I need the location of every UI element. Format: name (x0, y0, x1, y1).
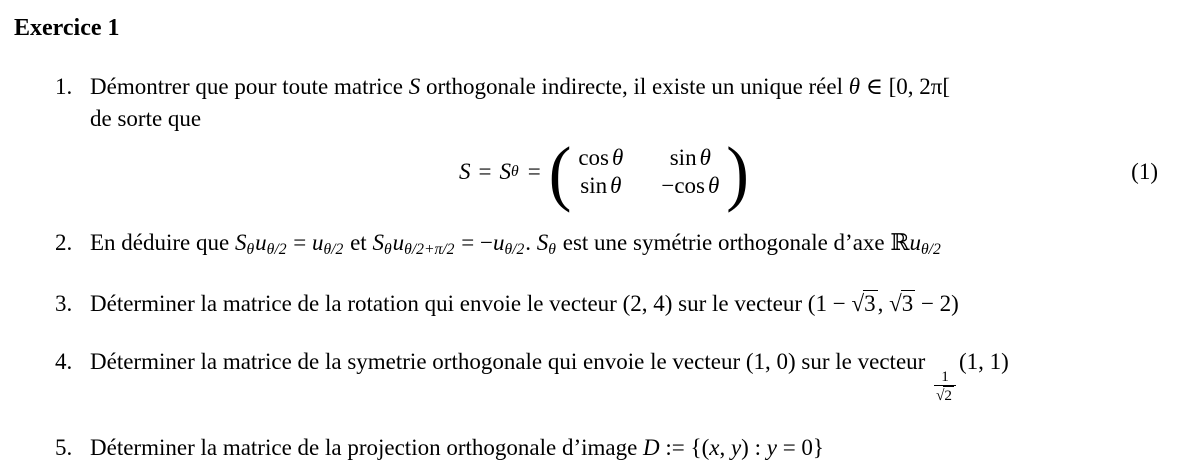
text-run: := {( (659, 434, 710, 460)
math-var-u: u (492, 229, 505, 255)
math-var-u: u (255, 229, 267, 255)
item-4-line (90, 346, 1194, 404)
math-var-S: S (499, 158, 512, 184)
math-subscript: θ/2 (921, 240, 941, 258)
blackboard-R: ℝ (890, 229, 910, 256)
equation-math (459, 130, 749, 213)
radicand: 3 (864, 290, 876, 316)
math-subscript: θ/2 (323, 240, 344, 258)
item-1-content (90, 71, 1194, 134)
math-subscript: θ (246, 240, 255, 258)
math-var-S: S (459, 158, 471, 184)
exercise-title: Exercice 1 (14, 15, 120, 41)
text-run: Déterminer la matrice de la symetrie orthogonale qui envoie le vecteur (1, 0) sur le vecteur (90, 349, 932, 375)
text-run: ) : (741, 434, 767, 460)
math-var-x: x (709, 434, 720, 460)
list-item-3 (14, 288, 1194, 320)
math-var-S: S (408, 74, 421, 100)
math-var-u: u (392, 229, 405, 255)
right-paren: ) (726, 130, 749, 213)
text-run: − 2) (915, 290, 959, 316)
radical-sign: √ (889, 290, 902, 316)
math-var-D: D (643, 434, 660, 460)
text-run: Démontrer que pour toute matrice (90, 74, 409, 100)
text-run: , (719, 434, 731, 460)
text-run: Déterminer la matrice de la rotation qui envoie le vecteur (2, 4) sur le vecteur (1 − (90, 290, 852, 316)
left-paren: ( (548, 130, 572, 213)
text-run: orthogonale indirecte, il existe un unique réel (420, 74, 849, 100)
item-5-content (90, 432, 1194, 463)
item-1-line-1 (90, 71, 1194, 103)
item-1-number: 1. (55, 74, 73, 100)
equals-sign: = (287, 229, 312, 255)
math-var-y: y (766, 434, 777, 460)
sqrt-3 (851, 291, 877, 316)
item-1-line-2: de sorte que (90, 105, 202, 131)
text-run: est une symétrie orthogonale d’axe (556, 229, 891, 255)
sqrt-3 (889, 291, 915, 316)
math-subscript-theta: θ (511, 162, 519, 180)
list-item-2 (14, 227, 1194, 261)
math-var-S: S (234, 229, 247, 255)
radicand: 3 (901, 290, 914, 316)
item-2-content (90, 227, 1194, 261)
text-run: , (877, 290, 890, 316)
item-4-content (90, 346, 1194, 404)
fraction-1-over-sqrt2 (934, 368, 956, 405)
text-run: Déterminer la matrice de la projection orthogonale d’image (90, 434, 644, 460)
equation-number: (1) (1131, 158, 1158, 184)
math-var-S: S (536, 229, 549, 255)
math-var-y: y (730, 434, 742, 460)
list-item-5 (14, 432, 1194, 463)
item-5-line (90, 432, 1194, 463)
list-item-1 (14, 71, 1194, 134)
text-run: = 0} (776, 434, 824, 460)
math-subscript: θ/2 (504, 240, 525, 258)
item-5-number: 5. (55, 434, 73, 460)
equals-minus-sign: = − (455, 229, 493, 255)
item-4-number: 4. (55, 349, 73, 375)
math-subscript: θ (383, 240, 392, 258)
matrix-2x2 (578, 144, 719, 199)
math-var-u: u (909, 229, 921, 255)
radical-sign: √ (936, 387, 945, 405)
item-2-line (90, 227, 1194, 261)
text-run: et (344, 229, 373, 255)
math-var-u: u (312, 229, 324, 255)
text-run: . (525, 229, 537, 255)
text-run: En déduire que (90, 229, 235, 255)
equation-block (14, 130, 1194, 213)
list-item-4 (14, 346, 1194, 404)
matrix-cell-11: cos θ (578, 144, 624, 170)
matrix-cell-21: sin θ (580, 172, 622, 198)
item-2-number: 2. (55, 229, 73, 255)
radical-sign: √ (851, 290, 865, 316)
item-3-content (90, 288, 1194, 320)
text-run: (1, 1) (958, 349, 1009, 375)
item-3-number: 3. (55, 290, 73, 316)
matrix-cell-12: sin θ (669, 144, 711, 170)
math-var-S: S (372, 229, 384, 255)
text-run: ∈ [0, 2π[ (860, 74, 951, 100)
item-3-line (90, 288, 1194, 320)
matrix-cell-22: −cos θ (661, 172, 720, 198)
minus-sign: − (661, 172, 675, 198)
equals-sign: = (527, 158, 541, 184)
radicand: 2 (944, 387, 952, 405)
math-subscript: θ/2+π/2 (404, 240, 455, 258)
fraction-denominator (934, 385, 956, 404)
fraction-numerator: 1 (941, 367, 949, 385)
math-var-theta: θ (848, 74, 861, 100)
math-subscript: θ/2 (266, 240, 287, 258)
math-subscript: θ (548, 240, 556, 258)
equals-sign: = (478, 158, 492, 184)
